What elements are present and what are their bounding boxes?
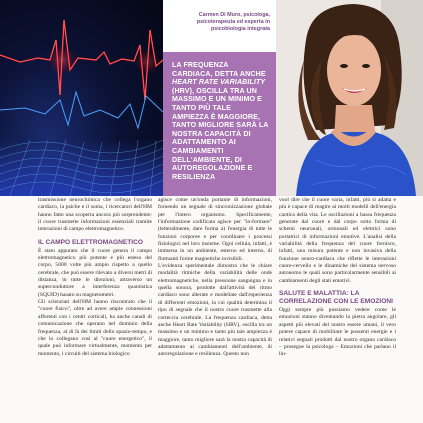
section-heading-salute: SALUTE E MALATTIA: LA CORRELAZIONE CON LE EMOZIONI [279,290,393,306]
column3-paragraph-1: vuol dire che il cuore varia, infatti, più si adatta e più è capace di reagire ai molti modelli dell'energia caotica della vita. Le oscillazioni a bassa frequenza generate dal cuore e dal corpo sotto forma di schemi neuronali, ormonali ed elettrici sono portatrici di informazioni emotive. L'analisi della variabilità della frequenza del cuore fornisce, infatti, una misura potente e non invasiva della funzione neuro-cardiaca che riflette le interazioni cuore-cervello e le dinamiche del sistema nervoso autonomo le quali sono particolarmente sensibili ai cambiamenti degli stati emotivi. [279,197,396,284]
pull-quote-emphasis: HEART RATE VARIABILITY [172,78,266,87]
column2-paragraph-2: L'evidenza sperimentale dimostra che le chiare modalità ritmiche della variabilità delle onde elettromagnetiche, nella pressione sanguigna e in quella sonora, prodotte dall'attività del ritmo cardiaco sono alterate e modellate dall'esperienza di differenti emozioni, la cui qualità determina il tipo di segnale che il nostro cuore trasmette alla corteccia cerebrale. La frequenza cardiaca, detta anche Heart Rate Variability (HRV), oscilla tra un massimo e un minimo e tanto più tale ampiezza è maggiore, tanto migliore sarà la nostra capacità di adattamento ai cambiamenti dell'ambiente, di autoregolazione e resilienza. Questo non [158,263,272,358]
pull-quote-box [163,52,276,196]
author-portrait-photo [276,0,423,196]
text-column-3 [279,197,396,359]
author-byline [163,0,276,52]
column1-paragraph-1: trasmissione neurochimica che collega l'organo cardiaco, la psiche e il soma, i ricercatori dell'HM hanno fatto una scoperta ancora più sorprendente: il cuore trasmette informazioni essenziali tramite interazioni di campo elettromagnetico. [38,197,152,233]
byline-text: Carmen Di Muro, psicologa, psicoterapeuta ed esperta in psicobiologia integrata [196,12,270,32]
column1-paragraph-3: Gli scienziati dell'HM hanno riscontrato che il "cuore fisico", oltre ad avere ampie connessioni afferenti con i centri corticali, ha anche canali di comunicazione che operano nel dominio della frequenza, al di là dei limiti dello spazio-tempo, e che lo collegano così al "cuore energetico", il quale può informare virtualmente, momento per momento, i circuiti del sistema biologico [38,299,152,357]
text-column-1 [38,197,152,358]
section-heading-campo: IL CAMPO ELETTROMAGNETICO [38,238,144,246]
pull-quote-before: LA FREQUENZA CARDIACA, DETTA ANCHE [172,61,266,78]
text-column-2 [158,197,272,359]
pull-quote-text [163,52,276,181]
column1-paragraph-2: È stato appurato che il cuore genera il campo elettromagnetico più potente e più esteso del corpo, 5000 volte più ampio rispetto a quello cerebrale, che può essere rilevato a diversi metri di distanza, in tutte le direzioni, attraverso un superconduttore a interferenza quantistica (SQUID) basato su magnetometri. [38,247,152,298]
column2-paragraph-1: agisce come un'onda portante di informazioni, fornendo un segnale di sincronizzazione globale per l'intero organismo. Specificamente, l'informazione codificata agisce per "in-formare" (letteralmente, dare forma a) l'energia di tutte le funzioni corporee e per coordinare i processi fisiologici nel loro insieme. Ogni cellula, infatti, è immersa in un ambiente, esterno ed interno, di fluttuanti forme magnetiche invisibili. [158,197,272,262]
heart-rate-image [0,0,163,196]
column3-paragraph-2: Oggi sempre più possiamo vedere come le emozioni stanno diventando la pietra angolare, gli aspetti più elevati del nostro essere umani, il vero potere capace di mobilitare le possenti energie e i relativi segnali prodotti dal nostro organo cardiaco – prosegue la psicologa – Emozioni che parlano il lin- [279,307,396,358]
portrait-illustration [276,0,423,196]
ecg-graphic [0,0,163,196]
pull-quote-after: (HRV), OSCILLA TRA UN MASSIMO E UN MINIMO E TANTO PIÙ TALE AMPIEZZA È MAGGIORE, TANTO MIGLIORE SARÀ LA NOSTRA CAPACITÀ DI ADATTAMENTO AI CAMBIAMENTI DELL'AMBIENTE, DI AUTOREGOLAZIONE E RESILIENZA [172,86,269,181]
